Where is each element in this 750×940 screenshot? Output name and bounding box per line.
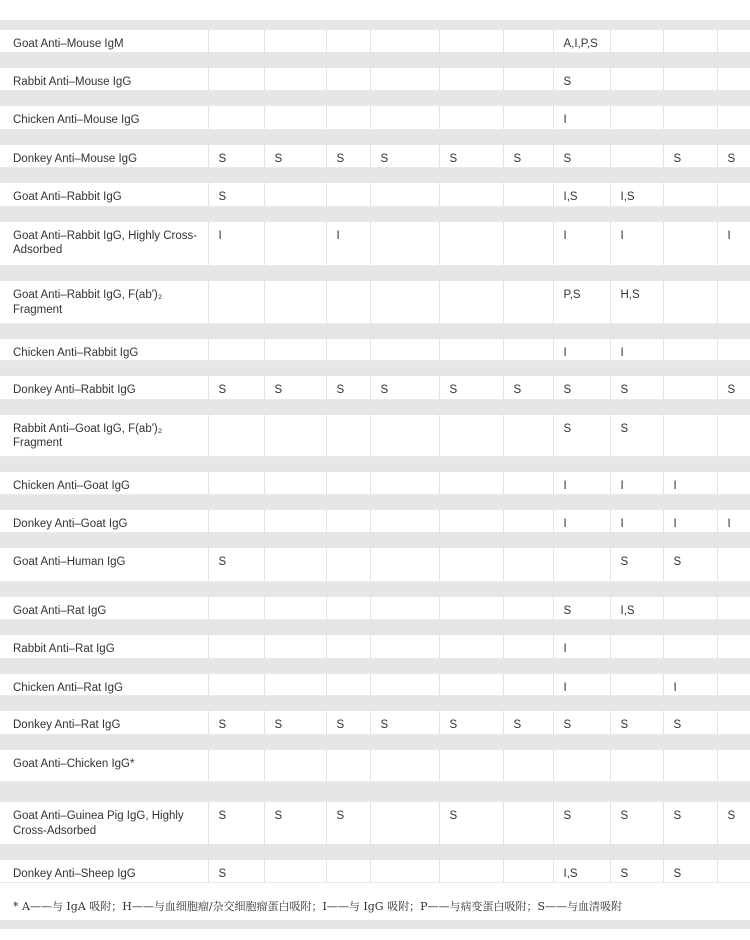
reactivity-cell bbox=[264, 281, 326, 323]
reactivity-cell bbox=[663, 222, 717, 266]
antibody-name: Goat Anti–Guinea Pig IgG, Highly Cross-Adsorbed bbox=[0, 802, 208, 844]
reactivity-cell bbox=[439, 750, 503, 782]
reactivity-cell bbox=[326, 548, 370, 581]
reactivity-cell bbox=[264, 674, 326, 696]
reactivity-cell bbox=[503, 106, 553, 129]
reactivity-cell: S bbox=[326, 145, 370, 168]
reactivity-cell: I bbox=[553, 106, 610, 129]
reactivity-cell: S bbox=[208, 711, 264, 734]
reactivity-cell bbox=[264, 597, 326, 620]
reactivity-cell bbox=[663, 415, 717, 457]
reactivity-cell bbox=[663, 68, 717, 91]
antibody-name: Goat Anti–Chicken IgG* bbox=[0, 750, 208, 782]
reactivity-cell: S bbox=[503, 711, 553, 734]
reactivity-cell: S bbox=[439, 802, 503, 844]
reactivity-cell bbox=[370, 674, 439, 696]
reactivity-cell bbox=[610, 145, 663, 168]
reactivity-cell bbox=[553, 548, 610, 581]
row-separator bbox=[0, 658, 750, 674]
row-separator bbox=[0, 581, 750, 597]
row-separator bbox=[0, 844, 750, 860]
reactivity-cell bbox=[326, 750, 370, 782]
reactivity-cell bbox=[663, 183, 717, 206]
reactivity-cell bbox=[370, 860, 439, 883]
antibody-name: Goat Anti–Mouse IgM bbox=[0, 30, 208, 52]
reactivity-cell: I bbox=[717, 510, 750, 533]
reactivity-cell bbox=[717, 68, 750, 91]
reactivity-cell bbox=[208, 30, 264, 52]
reactivity-cell: S bbox=[610, 415, 663, 457]
reactivity-cell bbox=[610, 635, 663, 658]
reactivity-cell bbox=[208, 339, 264, 361]
antibody-name: Donkey Anti–Goat IgG bbox=[0, 510, 208, 533]
reactivity-cell: S bbox=[717, 802, 750, 844]
reactivity-cell: S bbox=[610, 711, 663, 734]
reactivity-cell bbox=[503, 281, 553, 323]
reactivity-cell bbox=[717, 597, 750, 620]
antibody-name: Donkey Anti–Rabbit IgG bbox=[0, 376, 208, 399]
reactivity-cell: S bbox=[208, 802, 264, 844]
reactivity-cell: S bbox=[553, 597, 610, 620]
antibody-name: Goat Anti–Rabbit IgG, Highly Cross-Adsorbed bbox=[0, 222, 208, 266]
reactivity-cell: I bbox=[610, 222, 663, 266]
table-row bbox=[0, 711, 750, 734]
reactivity-cell: I bbox=[208, 222, 264, 266]
reactivity-cell: I bbox=[663, 674, 717, 696]
reactivity-cell: S bbox=[553, 376, 610, 399]
reactivity-cell bbox=[717, 30, 750, 52]
table-row bbox=[0, 68, 750, 91]
reactivity-cell bbox=[370, 339, 439, 361]
reactivity-cell: I bbox=[717, 222, 750, 266]
reactivity-cell bbox=[326, 339, 370, 361]
reactivity-cell bbox=[439, 415, 503, 457]
reactivity-cell bbox=[503, 750, 553, 782]
reactivity-cell bbox=[610, 106, 663, 129]
reactivity-cell bbox=[326, 68, 370, 91]
reactivity-cell bbox=[208, 674, 264, 696]
reactivity-cell bbox=[503, 860, 553, 883]
reactivity-cell bbox=[370, 415, 439, 457]
reactivity-cell: S bbox=[503, 145, 553, 168]
reactivity-cell: S bbox=[208, 145, 264, 168]
table-row bbox=[0, 548, 750, 581]
reactivity-cell bbox=[717, 472, 750, 494]
reactivity-cell: S bbox=[610, 548, 663, 581]
table-row bbox=[0, 510, 750, 533]
reactivity-cell: I,S bbox=[553, 860, 610, 883]
reactivity-cell: S bbox=[553, 68, 610, 91]
reactivity-cell bbox=[439, 183, 503, 206]
reactivity-cell bbox=[264, 415, 326, 457]
reactivity-cell bbox=[326, 472, 370, 494]
reactivity-cell: S bbox=[610, 376, 663, 399]
reactivity-cell bbox=[717, 674, 750, 696]
row-separator bbox=[0, 91, 750, 107]
reactivity-cell: S bbox=[663, 548, 717, 581]
reactivity-cell: I bbox=[553, 510, 610, 533]
table-row bbox=[0, 597, 750, 620]
row-separator bbox=[0, 457, 750, 473]
reactivity-cell bbox=[326, 674, 370, 696]
reactivity-cell bbox=[370, 597, 439, 620]
reactivity-cell bbox=[503, 183, 553, 206]
reactivity-cell: S bbox=[717, 145, 750, 168]
reactivity-cell bbox=[503, 472, 553, 494]
reactivity-cell: S bbox=[370, 145, 439, 168]
reactivity-cell bbox=[264, 510, 326, 533]
reactivity-cell bbox=[439, 597, 503, 620]
reactivity-cell: S bbox=[326, 802, 370, 844]
reactivity-cell bbox=[264, 548, 326, 581]
reactivity-cell bbox=[663, 281, 717, 323]
reactivity-cell bbox=[370, 222, 439, 266]
reactivity-cell bbox=[503, 68, 553, 91]
reactivity-cell bbox=[663, 750, 717, 782]
reactivity-cell: S bbox=[663, 145, 717, 168]
antibody-name: Goat Anti–Rat IgG bbox=[0, 597, 208, 620]
reactivity-cell bbox=[717, 635, 750, 658]
reactivity-cell bbox=[264, 635, 326, 658]
reactivity-cell bbox=[370, 30, 439, 52]
footnote: * A——与 IgA 吸附；H——与血细胞瘤/杂交细胞瘤蛋白吸附；I——与 IgG 吸附；P——与病变蛋白吸附；S——与血清吸附 bbox=[0, 898, 750, 920]
antibody-table bbox=[0, 20, 750, 883]
reactivity-cell: I bbox=[553, 472, 610, 494]
reactivity-cell: S bbox=[610, 802, 663, 844]
reactivity-cell: S bbox=[208, 183, 264, 206]
antibody-name: Chicken Anti–Rabbit IgG bbox=[0, 339, 208, 361]
row-separator bbox=[0, 399, 750, 415]
table-row bbox=[0, 183, 750, 206]
reactivity-cell bbox=[264, 68, 326, 91]
reactivity-cell: S bbox=[264, 711, 326, 734]
table-row bbox=[0, 750, 750, 782]
reactivity-cell: S bbox=[370, 376, 439, 399]
reactivity-cell: S bbox=[663, 860, 717, 883]
reactivity-cell bbox=[717, 548, 750, 581]
table-row bbox=[0, 415, 750, 457]
reactivity-cell bbox=[663, 597, 717, 620]
row-separator bbox=[0, 782, 750, 803]
reactivity-cell bbox=[663, 106, 717, 129]
antibody-name: Chicken Anti–Mouse IgG bbox=[0, 106, 208, 129]
reactivity-cell bbox=[326, 281, 370, 323]
reactivity-cell: I bbox=[553, 222, 610, 266]
reactivity-cell: S bbox=[326, 376, 370, 399]
table-row bbox=[0, 635, 750, 658]
table-row bbox=[0, 222, 750, 266]
reactivity-cell bbox=[663, 30, 717, 52]
reactivity-cell bbox=[326, 183, 370, 206]
row-separator bbox=[0, 494, 750, 510]
antibody-name: Donkey Anti–Rat IgG bbox=[0, 711, 208, 734]
table-row bbox=[0, 145, 750, 168]
row-separator bbox=[0, 323, 750, 339]
reactivity-cell: P,S bbox=[553, 281, 610, 323]
table-row bbox=[0, 339, 750, 361]
reactivity-cell: S bbox=[610, 860, 663, 883]
reactivity-cell bbox=[326, 30, 370, 52]
row-separator bbox=[0, 52, 750, 68]
reactivity-cell: S bbox=[553, 711, 610, 734]
reactivity-cell bbox=[439, 860, 503, 883]
table-row bbox=[0, 30, 750, 52]
reactivity-cell: I,S bbox=[610, 597, 663, 620]
reactivity-cell bbox=[264, 183, 326, 206]
reactivity-cell: I bbox=[610, 510, 663, 533]
reactivity-cell: S bbox=[208, 548, 264, 581]
reactivity-cell bbox=[264, 472, 326, 494]
reactivity-cell bbox=[610, 750, 663, 782]
table-row bbox=[0, 472, 750, 494]
table-row bbox=[0, 674, 750, 696]
bottom-band bbox=[0, 920, 750, 929]
reactivity-cell bbox=[326, 415, 370, 457]
reactivity-cell bbox=[717, 860, 750, 883]
reactivity-cell bbox=[264, 30, 326, 52]
antibody-name: Donkey Anti–Sheep IgG bbox=[0, 860, 208, 883]
reactivity-cell bbox=[439, 635, 503, 658]
reactivity-cell bbox=[208, 281, 264, 323]
reactivity-cell bbox=[208, 597, 264, 620]
table-row bbox=[0, 802, 750, 844]
reactivity-cell bbox=[503, 674, 553, 696]
reactivity-cell bbox=[208, 472, 264, 494]
reactivity-cell: S bbox=[264, 145, 326, 168]
reactivity-cell: S bbox=[663, 802, 717, 844]
row-separator bbox=[0, 129, 750, 145]
antibody-name: Goat Anti–Rabbit IgG bbox=[0, 183, 208, 206]
reactivity-cell: S bbox=[370, 711, 439, 734]
reactivity-cell bbox=[370, 750, 439, 782]
reactivity-cell bbox=[439, 472, 503, 494]
reactivity-cell bbox=[610, 674, 663, 696]
reactivity-cell: I bbox=[553, 339, 610, 361]
reactivity-cell bbox=[717, 711, 750, 734]
reactivity-cell bbox=[717, 415, 750, 457]
reactivity-cell bbox=[717, 339, 750, 361]
reactivity-cell bbox=[326, 597, 370, 620]
reactivity-cell bbox=[326, 860, 370, 883]
reactivity-cell: S bbox=[717, 376, 750, 399]
reactivity-cell bbox=[439, 281, 503, 323]
reactivity-cell bbox=[208, 106, 264, 129]
reactivity-cell bbox=[553, 750, 610, 782]
reactivity-cell: I bbox=[553, 635, 610, 658]
reactivity-cell: S bbox=[208, 376, 264, 399]
reactivity-cell bbox=[439, 674, 503, 696]
reactivity-cell bbox=[264, 222, 326, 266]
antibody-name: Rabbit Anti–Rat IgG bbox=[0, 635, 208, 658]
reactivity-cell: S bbox=[208, 860, 264, 883]
reactivity-cell: S bbox=[264, 802, 326, 844]
reactivity-cell bbox=[503, 597, 553, 620]
row-separator bbox=[0, 168, 750, 184]
reactivity-cell bbox=[264, 339, 326, 361]
reactivity-cell bbox=[326, 510, 370, 533]
reactivity-cell: S bbox=[439, 711, 503, 734]
reactivity-cell bbox=[439, 222, 503, 266]
table-row bbox=[0, 281, 750, 323]
reactivity-cell: I bbox=[610, 472, 663, 494]
reactivity-cell bbox=[370, 635, 439, 658]
reactivity-cell: I,S bbox=[610, 183, 663, 206]
reactivity-cell bbox=[503, 415, 553, 457]
antibody-name: Chicken Anti–Goat IgG bbox=[0, 472, 208, 494]
antibody-name: Rabbit Anti–Goat IgG, F(ab')₂ Fragment bbox=[0, 415, 208, 457]
reactivity-cell bbox=[370, 548, 439, 581]
reactivity-cell bbox=[439, 339, 503, 361]
reactivity-cell bbox=[439, 106, 503, 129]
reactivity-cell: S bbox=[326, 711, 370, 734]
reactivity-cell bbox=[439, 68, 503, 91]
reactivity-cell bbox=[663, 339, 717, 361]
reactivity-cell bbox=[370, 183, 439, 206]
reactivity-cell: I bbox=[663, 472, 717, 494]
reactivity-cell: A,I,P,S bbox=[553, 30, 610, 52]
reactivity-cell bbox=[326, 106, 370, 129]
reactivity-cell bbox=[717, 281, 750, 323]
reactivity-cell bbox=[610, 30, 663, 52]
reactivity-cell bbox=[264, 750, 326, 782]
reactivity-cell: S bbox=[663, 711, 717, 734]
reactivity-cell bbox=[503, 30, 553, 52]
reactivity-cell: S bbox=[503, 376, 553, 399]
reactivity-cell: S bbox=[553, 145, 610, 168]
row-separator bbox=[0, 533, 750, 549]
reactivity-cell bbox=[503, 548, 553, 581]
reactivity-cell: S bbox=[553, 415, 610, 457]
antibody-table-wrapper bbox=[0, 20, 750, 883]
reactivity-cell bbox=[370, 802, 439, 844]
table-row bbox=[0, 376, 750, 399]
reactivity-cell: S bbox=[439, 376, 503, 399]
reactivity-cell bbox=[208, 635, 264, 658]
reactivity-cell bbox=[370, 510, 439, 533]
antibody-name: Donkey Anti–Mouse IgG bbox=[0, 145, 208, 168]
row-separator bbox=[0, 696, 750, 712]
table-row bbox=[0, 860, 750, 883]
reactivity-cell bbox=[610, 68, 663, 91]
antibody-name: Chicken Anti–Rat IgG bbox=[0, 674, 208, 696]
row-separator bbox=[0, 20, 750, 30]
table-row bbox=[0, 106, 750, 129]
reactivity-cell bbox=[503, 635, 553, 658]
reactivity-cell bbox=[370, 472, 439, 494]
reactivity-cell bbox=[717, 106, 750, 129]
reactivity-cell bbox=[370, 281, 439, 323]
reactivity-cell bbox=[439, 510, 503, 533]
reactivity-cell bbox=[439, 30, 503, 52]
reactivity-cell bbox=[208, 415, 264, 457]
row-separator bbox=[0, 620, 750, 636]
antibody-name: Rabbit Anti–Mouse IgG bbox=[0, 68, 208, 91]
reactivity-cell: I bbox=[553, 674, 610, 696]
reactivity-cell bbox=[208, 510, 264, 533]
reactivity-cell: I bbox=[326, 222, 370, 266]
reactivity-cell: I bbox=[663, 510, 717, 533]
reactivity-cell: I,S bbox=[553, 183, 610, 206]
antibody-name: Goat Anti–Rabbit IgG, F(ab')₂ Fragment bbox=[0, 281, 208, 323]
reactivity-cell: H,S bbox=[610, 281, 663, 323]
reactivity-cell bbox=[439, 548, 503, 581]
reactivity-cell bbox=[663, 635, 717, 658]
reactivity-cell bbox=[503, 222, 553, 266]
reactivity-cell bbox=[208, 750, 264, 782]
reactivity-cell: S bbox=[553, 802, 610, 844]
antibody-name: Goat Anti–Human IgG bbox=[0, 548, 208, 581]
reactivity-cell: I bbox=[610, 339, 663, 361]
row-separator bbox=[0, 361, 750, 377]
reactivity-cell bbox=[663, 376, 717, 399]
row-separator bbox=[0, 734, 750, 750]
reactivity-cell bbox=[503, 802, 553, 844]
reactivity-cell bbox=[503, 510, 553, 533]
reactivity-cell bbox=[717, 750, 750, 782]
reactivity-cell: S bbox=[264, 376, 326, 399]
reactivity-cell bbox=[264, 106, 326, 129]
reactivity-cell: S bbox=[439, 145, 503, 168]
row-separator bbox=[0, 206, 750, 222]
reactivity-cell bbox=[326, 635, 370, 658]
reactivity-cell bbox=[717, 183, 750, 206]
reactivity-cell bbox=[208, 68, 264, 91]
reactivity-cell bbox=[370, 68, 439, 91]
row-separator bbox=[0, 266, 750, 282]
reactivity-cell bbox=[370, 106, 439, 129]
reactivity-cell bbox=[503, 339, 553, 361]
reactivity-cell bbox=[264, 860, 326, 883]
